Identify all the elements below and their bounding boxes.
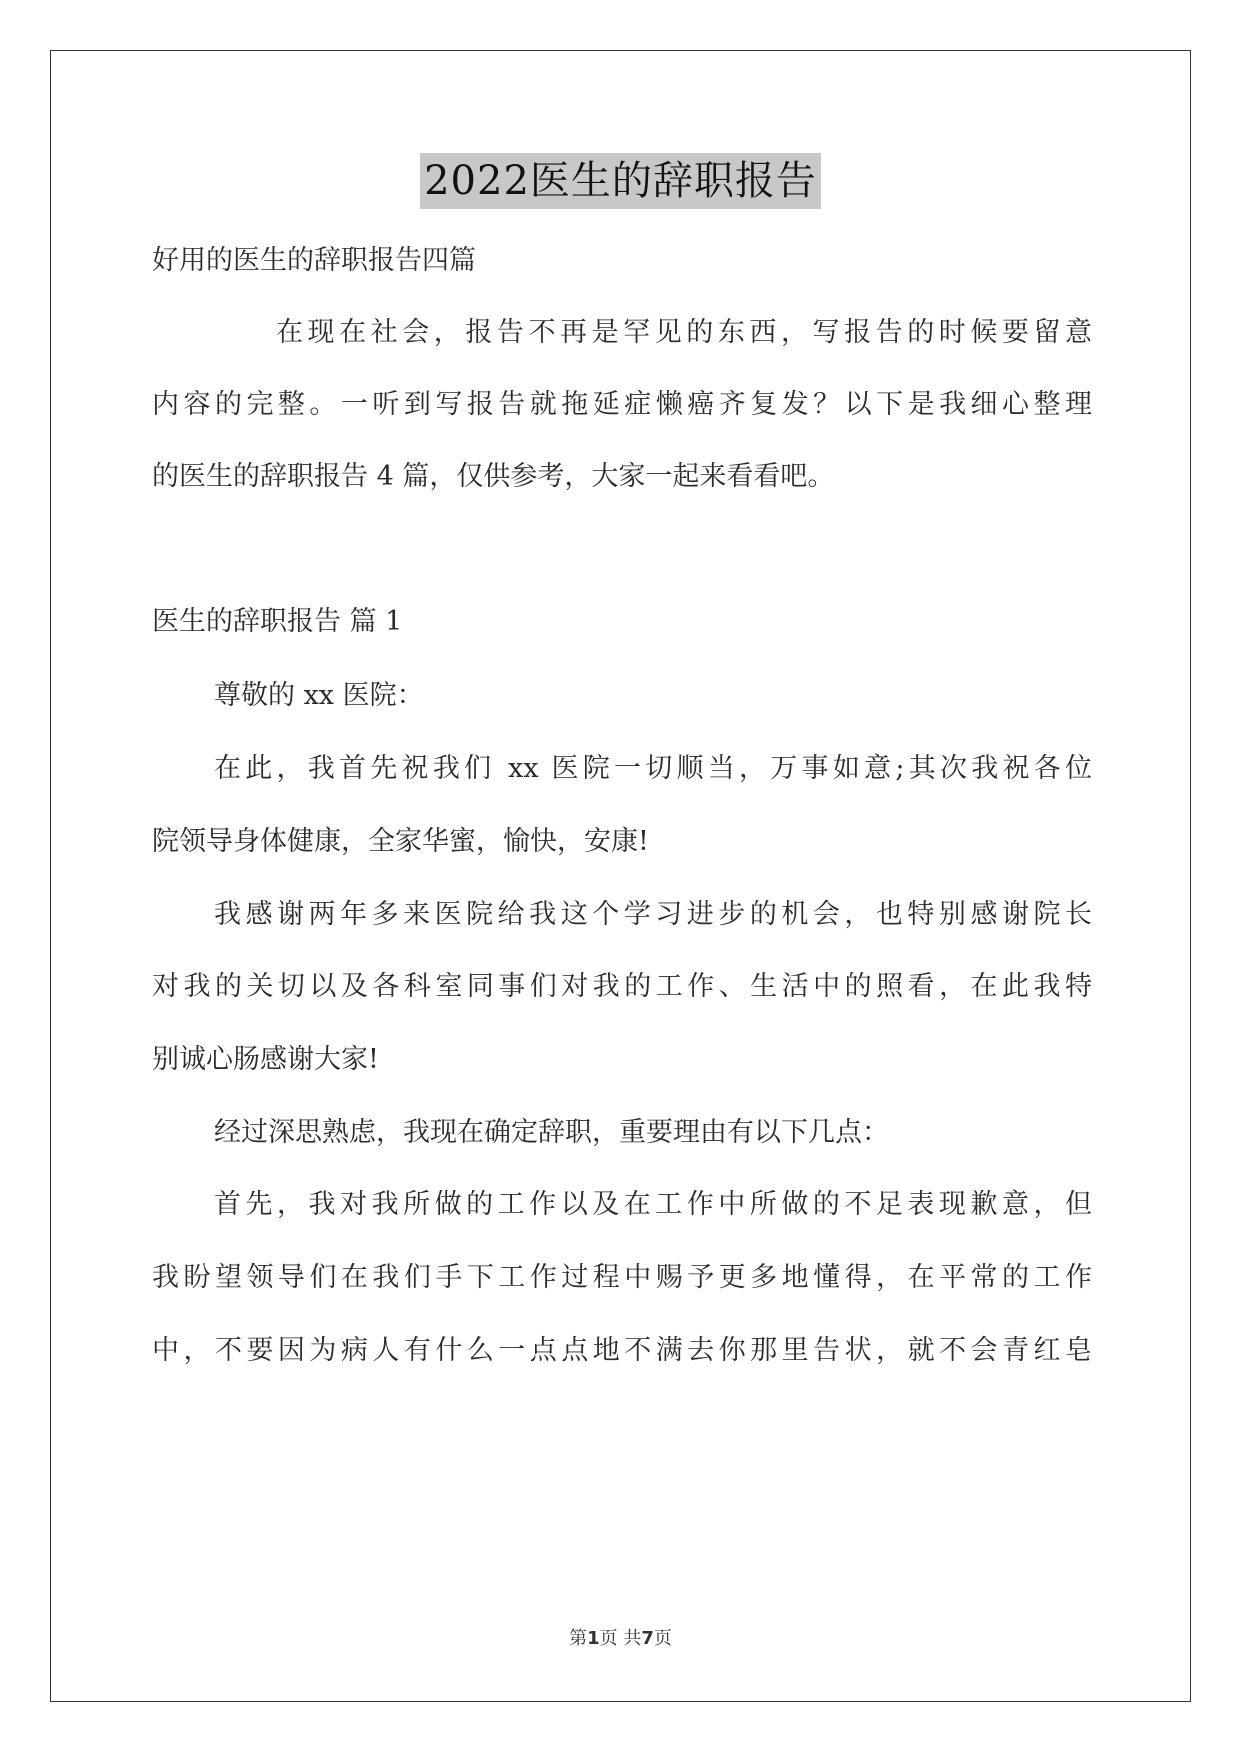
salutation: 尊敬的 xx 医院：: [214, 680, 424, 711]
footer-prefix: 第: [569, 1628, 588, 1649]
body-line: 中，不要因为病人有什么一点点地不满去你那里告状，就不会青红皂: [152, 1335, 1092, 1366]
document-title: 2022医生的辞职报告: [420, 153, 821, 209]
intro-line-1: 在现在社会，报告不再是罕见的东西，写报告的时候要留意: [276, 317, 1092, 348]
section-heading: 医生的辞职报告 篇 1: [152, 606, 403, 637]
document-subtitle: 好用的医生的辞职报告四篇: [152, 245, 476, 276]
footer-mid: 页 共: [599, 1628, 642, 1649]
intro-line-2: 内容的完整。一听到写报告就拖延症懒癌齐复发？以下是我细心整理: [152, 389, 1092, 420]
page-border: [50, 50, 1191, 1702]
body-line: 经过深思熟虑，我现在确定辞职，重要理由有以下几点：: [214, 1117, 889, 1148]
intro-line-3: 的医生的辞职报告 4 篇，仅供参考，大家一起来看看吧。: [152, 461, 835, 492]
footer-total-pages: 7: [641, 1628, 654, 1649]
body-line: 在此，我首先祝我们 xx 医院一切顺当，万事如意;其次我祝各位: [214, 753, 1092, 784]
body-line: 院领导身体健康，全家华蜜，愉快，安康!: [152, 826, 649, 857]
body-line: 我感谢两年多来医院给我这个学习进步的机会，也特别感谢院长: [214, 899, 1092, 930]
body-line: 首先，我对我所做的工作以及在工作中所做的不足表现歉意，但: [214, 1189, 1092, 1220]
body-line: 我盼望领导们在我们手下工作过程中赐予更多地懂得，在平常的工作: [152, 1262, 1092, 1293]
page-footer: [0, 1624, 1241, 1650]
body-line: 别诚心肠感谢大家!: [152, 1044, 379, 1075]
footer-suffix: 页: [653, 1628, 672, 1649]
title-container: [0, 153, 1241, 209]
body-line: 对我的关切以及各科室同事们对我的工作、生活中的照看，在此我特: [152, 971, 1092, 1002]
footer-page-number: 1: [587, 1628, 600, 1649]
